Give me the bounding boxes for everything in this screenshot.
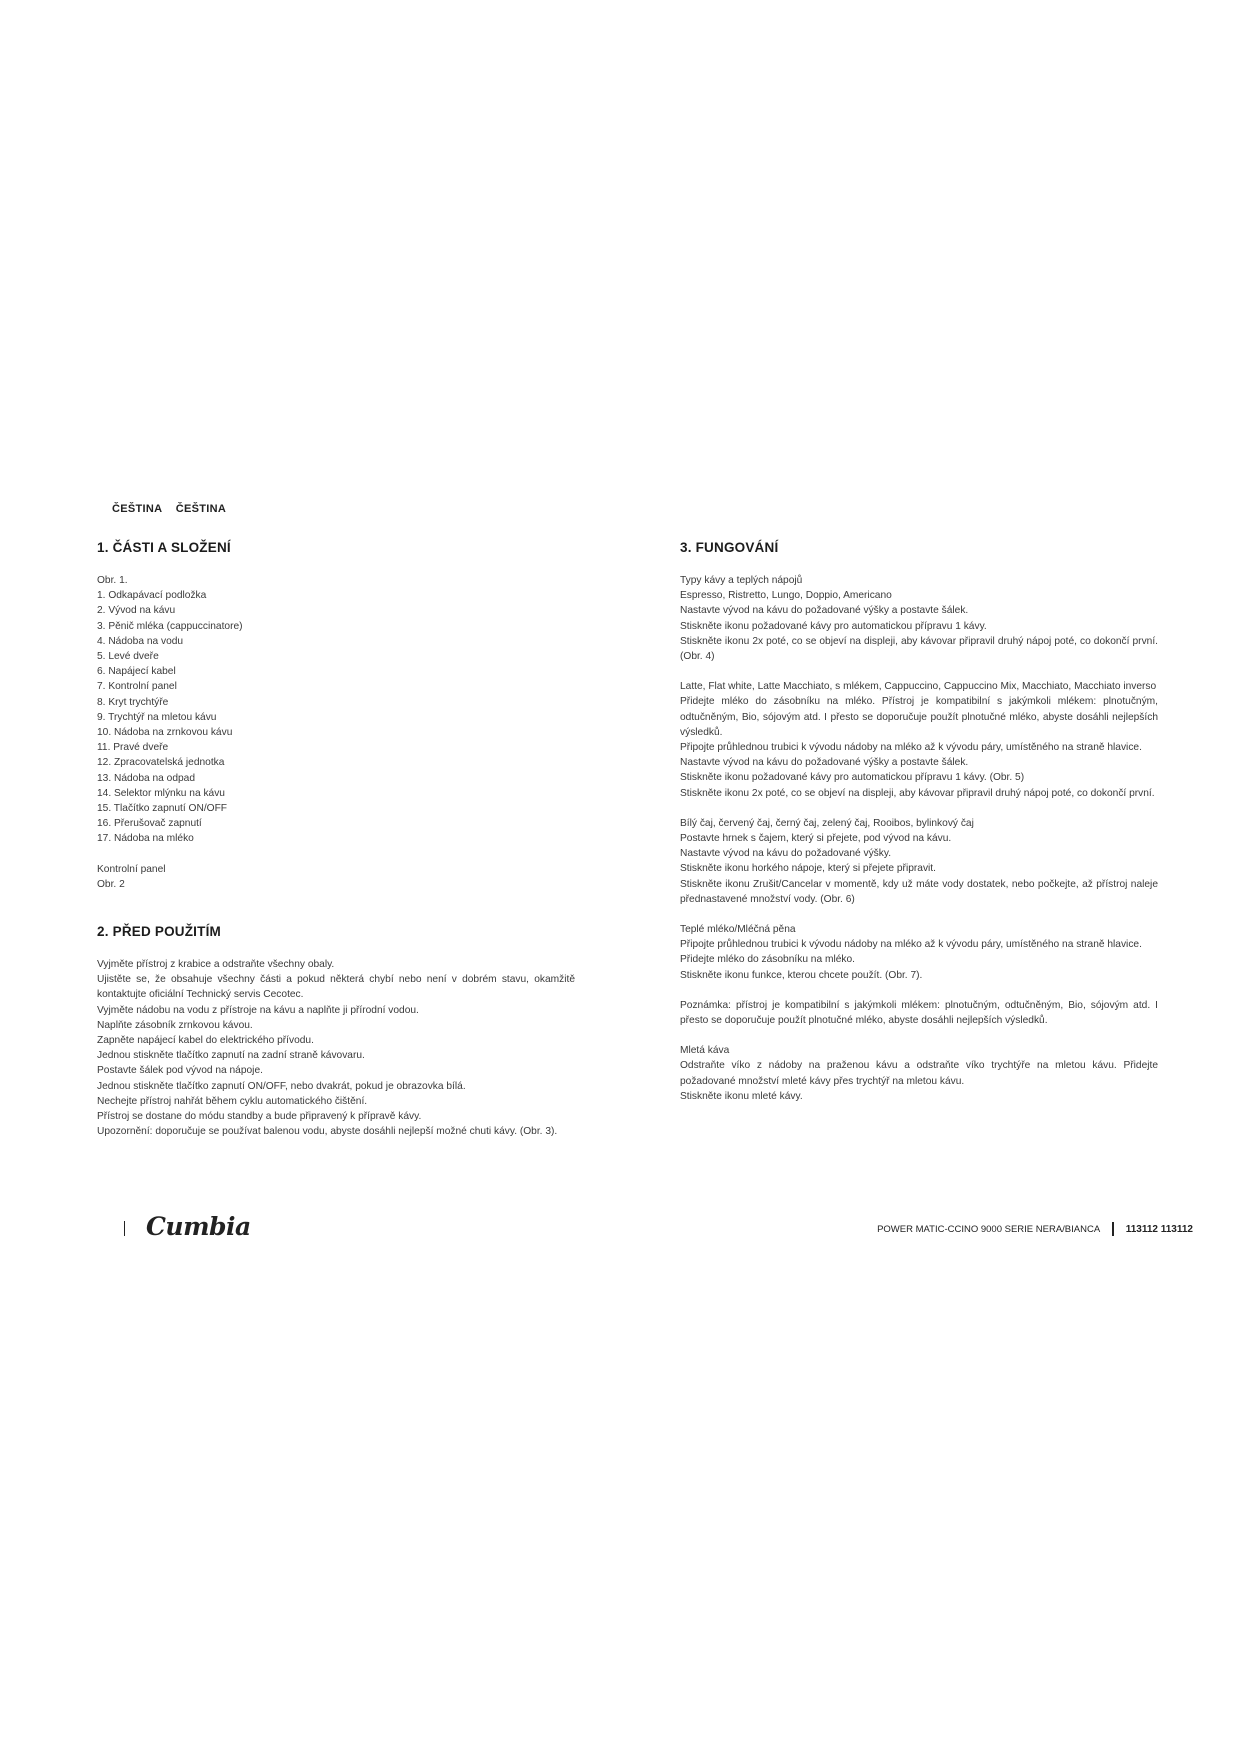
language-label: ČEŠTINA <box>112 503 163 515</box>
paragraph: Mletá káva <box>680 1045 730 1057</box>
list-item: 17. Nádoba na mléko <box>97 833 194 845</box>
paragraph: Stiskněte ikonu 2x poté, co se objeví na displeji, aby kávovar připravil druhý nápoj poté, co dokončí první. <box>680 787 1155 799</box>
language-header <box>112 503 236 515</box>
paragraph: Připojte průhlednou trubici k vývodu nádoby na mléko až k vývodu páry, umístěného na straně hlavice. <box>680 742 1142 754</box>
list-item: 8. Kryt trychtýře <box>97 696 169 708</box>
paragraph: Nastavte vývod na kávu do požadované výšky a postavte šálek. <box>680 605 969 617</box>
section-title-parts: 1. ČÁSTI A SLOŽENÍ <box>97 540 231 555</box>
list-item: 7. Kontrolní panel <box>97 681 177 693</box>
list-item: 16. Přerušovač zapnutí <box>97 818 202 830</box>
paragraph: Stiskněte ikonu Zrušit/Cancelar v momentě, kdy už máte vody dostatek, nebo počkejte, až přístroj naleje přednastavené množství vody. (Obr. 6) <box>680 878 1158 905</box>
footer-divider <box>124 1221 125 1236</box>
paragraph: Připojte průhlednou trubici k vývodu nádoby na mléko až k vývodu páry, umístěného na straně hlavice. <box>680 939 1142 951</box>
paragraph: Přidejte mléko do zásobníku na mléko. Přístroj je kompatibilní s jakýmkoli mlékem: plnotučným, odtučněným, Bio, sójovým atd. I přesto se doporučuje použít plnotučné mléko, abyste dosáhli nejlepších výsledků. <box>680 696 1158 738</box>
list-item: 15. Tlačítko zapnutí ON/OFF <box>97 803 228 815</box>
paragraph: Nastavte vývod na kávu do požadované výšky a postavte šálek. <box>680 757 969 769</box>
paragraph: Nechejte přístroj nahřát během cyklu automatického čištění. <box>97 1095 368 1107</box>
control-panel-label: Kontrolní panel <box>97 863 166 875</box>
figure-reference: Obr. 2 <box>97 878 125 890</box>
paragraph: Upozornění: doporučuje se používat balenou vodu, abyste dosáhli nejlepší možné chuti kávy. (Obr. 3). <box>97 1126 558 1138</box>
left-column <box>97 540 575 1140</box>
paragraph: Jednou stiskněte tlačítko zapnutí ON/OFF, nebo dvakrát, pokud je obrazovka bílá. <box>97 1080 466 1092</box>
coffee-types-block <box>680 573 1158 664</box>
paragraph: Zapněte napájecí kabel do elektrického přívodu. <box>97 1035 314 1047</box>
paragraph: Stiskněte ikonu požadované kávy pro automatickou přípravu 1 kávy. <box>680 620 987 632</box>
paragraph: Typy kávy a teplých nápojů <box>680 575 803 586</box>
tea-block <box>680 816 1158 907</box>
list-item: 1. Odkapávací podložka <box>97 590 207 602</box>
paragraph: Latte, Flat white, Latte Macchiato, s mlékem, Cappuccino, Cappuccino Mix, Macchiato, Macchiato inverso <box>680 681 1157 693</box>
paragraph: Teplé mléko/Mléčná pěna <box>680 924 796 936</box>
list-item: 13. Nádoba na odpad <box>97 772 195 784</box>
paragraph: Poznámka: přístroj je kompatibilní s jakýmkoli mlékem: plnotučným, odtučněným, Bio, sójovým atd. I přesto se doporučuje použít plnotučné mléko, abyste dosáhli nejlepších výsledků. <box>680 999 1158 1027</box>
paragraph: Stiskněte ikonu požadované kávy pro automatickou přípravu 1 kávy. (Obr. 5) <box>680 772 1025 784</box>
before-use-text <box>97 957 575 1139</box>
list-item: 3. Pěnič mléka (cappuccinatore) <box>97 620 243 632</box>
list-item: 2. Vývod na kávu <box>97 605 176 617</box>
parts-list <box>97 573 575 892</box>
right-column <box>680 540 1158 1119</box>
paragraph: Stiskněte ikonu funkce, kterou chcete použít. (Obr. 7). <box>680 969 923 981</box>
paragraph: Postavte hrnek s čajem, který si přejete, pod vývod na kávu. <box>680 833 952 845</box>
section-title-before-use: 2. PŘED POUŽITÍM <box>97 924 221 940</box>
paragraph: Stiskněte ikonu horkého nápoje, který si přejete připravit. <box>680 863 936 875</box>
operation-text <box>680 573 1158 1104</box>
paragraph: Přidejte mléko do zásobníku na mléko. <box>680 954 855 966</box>
ground-coffee-block <box>680 1043 1158 1104</box>
milk-drinks-block <box>680 679 1158 801</box>
paragraph: Bílý čaj, červený čaj, černý čaj, zelený čaj, Rooibos, bylinkový čaj <box>680 817 974 829</box>
warm-milk-block <box>680 922 1158 983</box>
list-item: 12. Zpracovatelská jednotka <box>97 757 225 769</box>
paragraph: Stiskněte ikonu mleté kávy. <box>680 1090 803 1102</box>
footer-product-info <box>877 1222 1193 1236</box>
paragraph: Naplňte zásobník zrnkovou kávou. <box>97 1019 253 1031</box>
list-item: 10. Nádoba na zrnkovou kávu <box>97 727 233 739</box>
footer-separator <box>1112 1222 1114 1236</box>
paragraph: Vyjměte nádobu na vodu z přístroje na kávu a naplňte ji přírodní vodou. <box>97 1004 419 1016</box>
paragraph: Postavte šálek pod vývod na nápoje. <box>97 1065 263 1077</box>
list-item: 14. Selektor mlýnku na kávu <box>97 787 225 799</box>
paragraph: Jednou stiskněte tlačítko zapnutí na zadní straně kávovaru. <box>97 1050 365 1062</box>
paragraph: Vyjměte přístroj z krabice a odstraňte všechny obaly. <box>97 959 335 971</box>
list-item: 11. Pravé dveře <box>97 742 169 754</box>
list-item: 9. Trychtýř na mletou kávu <box>97 711 217 723</box>
note-block <box>680 998 1158 1028</box>
paragraph: Nastavte vývod na kávu do požadované výšky. <box>680 848 892 860</box>
paragraph: Stiskněte ikonu 2x poté, co se objeví na displeji, aby kávovar připravil druhý nápoj poté, co dokončí první. (Obr. 4) <box>680 635 1158 663</box>
paragraph: Ujistěte se, že obsahuje všechny části a pokud některá chybí nebo není v dobrém stavu, okamžitě kontaktujte oficiální Technický servis Cecotec. <box>97 974 575 1001</box>
list-item: 4. Nádoba na vodu <box>97 635 184 647</box>
list-item: 5. Levé dveře <box>97 651 159 663</box>
language-label-secondary: ČEŠTINA <box>175 503 227 515</box>
section-title-operation: 3. FUNGOVÁNÍ <box>680 540 779 555</box>
paragraph: Odstraňte víko z nádoby na praženou kávu a odstraňte víko trychtýře na mletou kávu. Přidejte požadované množství mleté kávy přes trychtýř na mletou kávu. <box>680 1060 1158 1087</box>
product-model: POWER MATIC-CCINO 9000 SERIE NERA/BIANCA <box>877 1223 1101 1235</box>
paragraph: Přístroj se dostane do módu standby a bude připravený k přípravě kávy. <box>97 1111 422 1123</box>
list-item: 6. Napájecí kabel <box>97 666 176 678</box>
paragraph: Espresso, Ristretto, Lungo, Doppio, Americano <box>680 590 892 602</box>
figure-reference: Obr. 1. <box>97 575 128 586</box>
brand-logo: Cumbia <box>146 1212 251 1241</box>
product-codes: 113112 113112 <box>1125 1223 1193 1235</box>
